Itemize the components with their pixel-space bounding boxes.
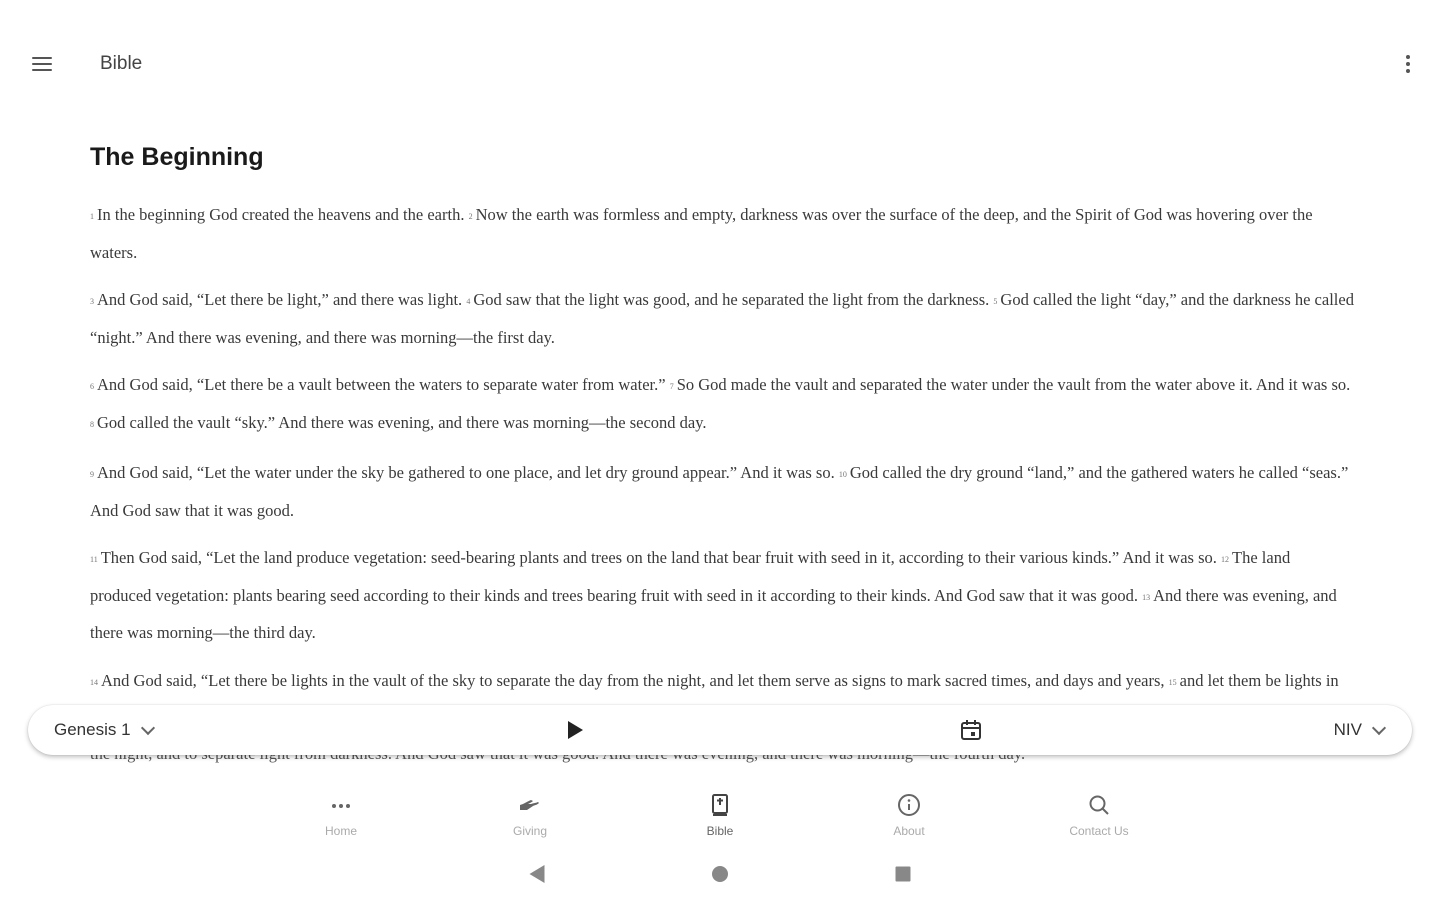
bottom-navigation <box>0 782 1440 846</box>
verse-number[interactable]: 8 <box>90 419 94 429</box>
nav-label: Home <box>324 824 357 838</box>
more-horizontal-icon <box>328 792 354 818</box>
book-chapter-selector[interactable] <box>54 720 153 740</box>
chapter-paragraph <box>90 541 1355 651</box>
verse-number[interactable]: 9 <box>90 470 94 479</box>
nav-label: Contact Us <box>1069 824 1129 838</box>
verse-number[interactable]: 7 <box>669 382 674 391</box>
back-icon[interactable] <box>530 865 545 883</box>
book-icon <box>707 792 733 818</box>
verse-text[interactable]: So God made the vault and separated the water under the vault from the water above it. And it was so. <box>676 375 1351 394</box>
verse-number[interactable]: 14 <box>90 677 98 687</box>
chapter-heading: The Beginning <box>90 143 264 171</box>
chevron-down-icon <box>1372 720 1386 734</box>
verse-text[interactable]: And God said, “Let the water under the sky be gathered to one place, and let dry ground appear.” And it was so. <box>97 463 835 482</box>
chapter-paragraph <box>90 198 1355 270</box>
app-title: Bible <box>100 53 143 74</box>
verse-number[interactable]: 10 <box>838 470 847 479</box>
verse-text[interactable]: And God said, “Let there be a vault between the waters to separate water from water.” <box>97 375 666 394</box>
nav-item-about[interactable] <box>849 782 969 846</box>
verse-number[interactable]: 5 <box>993 297 998 306</box>
nav-label: About <box>893 824 925 838</box>
verse-text[interactable]: And there was evening, and there was morning—the third day. <box>90 585 1337 642</box>
play-icon[interactable] <box>566 720 584 740</box>
chapter-paragraph <box>90 368 1355 443</box>
verse-text[interactable]: The land produced vegetation: plants bearing seed according to their kinds and trees bearing fruit with seed in it according to their kinds. And God saw that it was good. <box>90 548 1291 605</box>
more-vertical-icon <box>1406 55 1410 59</box>
verse-text[interactable]: Now the earth was formless and empty, darkness was over the surface of the deep, and the Spirit of God was hovering over the waters. <box>90 205 1313 262</box>
chapter-paragraphs <box>90 198 1355 739</box>
nav-label: Bible <box>706 824 734 838</box>
verse-number[interactable]: 12 <box>1221 555 1230 564</box>
overflow-menu-button[interactable] <box>1394 44 1422 84</box>
hamburger-icon <box>32 57 52 71</box>
hand-giving-icon <box>517 792 543 818</box>
verse-text[interactable]: And God said, “Let there be light,” and there was light. <box>97 290 463 309</box>
recents-square-icon[interactable] <box>896 867 911 882</box>
translation-selector[interactable] <box>1334 720 1384 740</box>
verse-number[interactable]: 6 <box>90 382 94 391</box>
verse-text[interactable]: God called the vault “sky.” And there was evening, and there was morning—the second day. <box>97 412 707 432</box>
menu-button[interactable] <box>22 44 62 84</box>
system-navigation-bar <box>0 856 1440 892</box>
verse-number[interactable]: 11 <box>90 555 98 564</box>
info-icon <box>896 792 922 818</box>
translation-label: NIV <box>1333 720 1362 739</box>
verse-text[interactable]: Then God said, “Let the land produce vegetation: seed-bearing plants and trees on the land that bear fruit with seed in it, according to their various kinds.” And it was so. <box>100 548 1217 567</box>
calendar-icon[interactable] <box>959 718 983 742</box>
verse-text[interactable]: God saw that the light was good, and he separated the light from the darkness. <box>473 290 990 309</box>
verse-text[interactable]: and let them be lights in <box>1179 670 1339 690</box>
verse-text[interactable]: God called the dry ground “land,” and the gathered waters he called “seas.” And God saw that it was good. <box>90 463 1349 520</box>
nav-item-home[interactable] <box>281 782 401 846</box>
reader-controls-bar <box>28 705 1412 755</box>
chapter-paragraph <box>90 456 1355 528</box>
verse-number[interactable]: 15 <box>1168 677 1177 687</box>
chapter-paragraph <box>90 283 1355 355</box>
chevron-down-icon <box>140 720 154 734</box>
verse-text[interactable]: And God said, “Let there be lights in the vault of the sky to separate the day from the night, and let them serve as signs to mark sacred times, and days and years, <box>101 670 1165 690</box>
nav-label: Giving <box>512 824 547 838</box>
verse-text[interactable]: In the beginning God created the heavens and the earth. <box>97 205 465 224</box>
nav-item-contact-us[interactable] <box>1039 782 1159 846</box>
top-app-bar <box>0 28 1440 100</box>
verse-number[interactable]: 4 <box>466 297 471 306</box>
verse-number[interactable]: 13 <box>1142 592 1151 602</box>
search-icon <box>1086 792 1112 818</box>
book-chapter-label: Genesis 1 <box>54 720 131 739</box>
verse-number[interactable]: 1 <box>90 212 94 221</box>
verse-number[interactable]: 3 <box>90 297 94 306</box>
chapter-content[interactable] <box>90 138 1355 758</box>
verse-text[interactable]: God called the light “day,” and the darkness he called “night.” And there was evening, and there was morning—the first day. <box>90 290 1354 347</box>
verse-number[interactable]: 2 <box>468 212 473 221</box>
nav-item-giving[interactable] <box>470 782 590 846</box>
home-circle-icon[interactable] <box>712 866 728 882</box>
nav-item-bible[interactable] <box>660 782 780 846</box>
